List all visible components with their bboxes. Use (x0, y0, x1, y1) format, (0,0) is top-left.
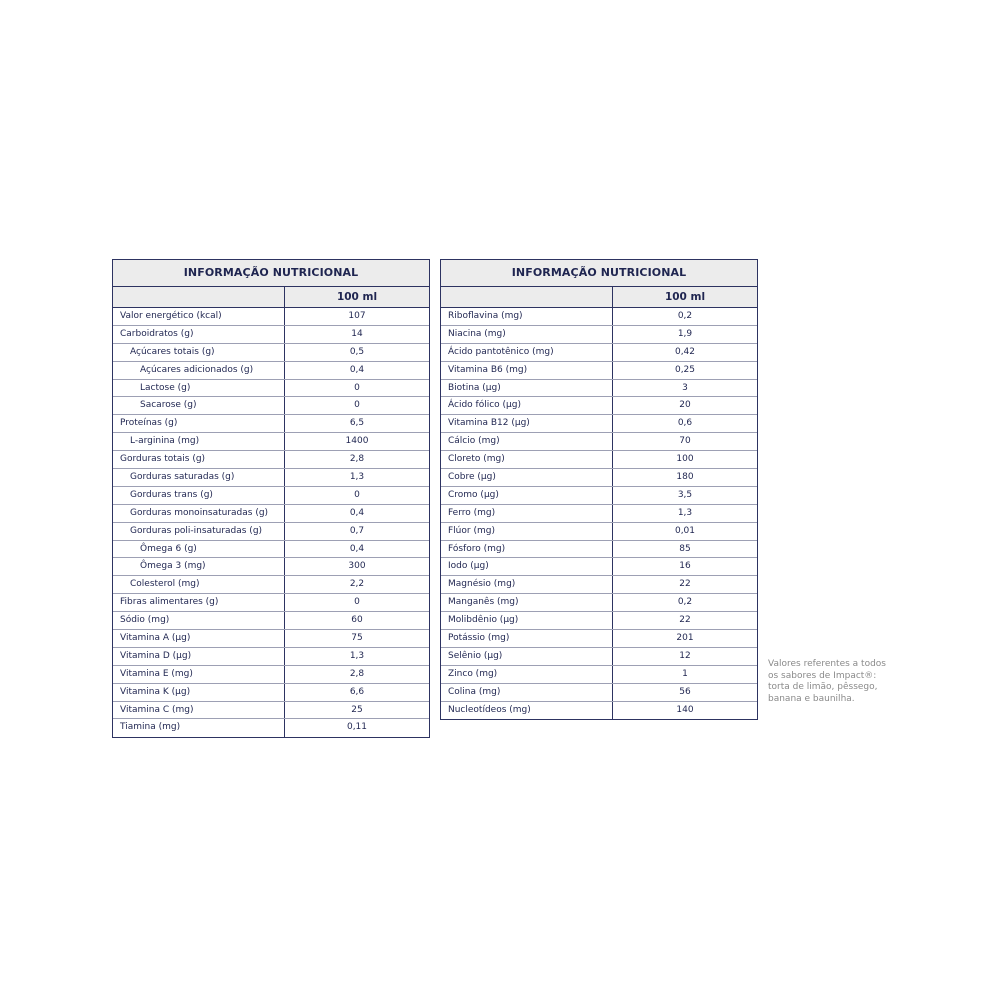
nutrient-value: 0,11 (346, 722, 368, 733)
nutrient-name: Cromo (µg) (441, 487, 613, 504)
table-row (113, 362, 429, 380)
table-row (113, 505, 429, 523)
nutrient-name: Nucleotídeos (mg) (441, 702, 613, 720)
table-row (441, 594, 757, 612)
nutrient-name: Gorduras poli-insaturadas (g) (113, 523, 285, 540)
nutrient-name: Gorduras trans (g) (113, 487, 285, 504)
nutrient-column-header (113, 287, 285, 307)
nutrient-value: 0,01 (674, 525, 696, 536)
nutrient-name: Ferro (mg) (441, 505, 613, 522)
nutrient-value: 60 (351, 615, 363, 626)
table-row (441, 469, 757, 487)
table-row (113, 558, 429, 576)
nutrient-name: Potássio (mg) (441, 630, 613, 647)
table-row (441, 612, 757, 630)
nutrient-name: Riboflavina (mg) (441, 308, 613, 325)
nutrient-value: 3 (682, 382, 688, 393)
nutrient-name: Manganês (mg) (441, 594, 613, 611)
nutrient-value: 1,3 (677, 507, 693, 518)
table-row (113, 380, 429, 398)
nutrient-name: Selênio (µg) (441, 648, 613, 665)
nutrient-value: 1400 (345, 436, 369, 447)
table-row (113, 433, 429, 451)
table-row (441, 648, 757, 666)
nutrient-name: Vitamina E (mg) (113, 666, 285, 683)
table-row (113, 451, 429, 469)
table-title: INFORMAÇÃO NUTRICIONAL (441, 260, 757, 287)
nutrition-table-left (112, 259, 430, 738)
nutrient-name: Carboidratos (g) (113, 326, 285, 343)
nutrient-name: Lactose (g) (113, 380, 285, 397)
nutrient-name: Cloreto (mg) (441, 451, 613, 468)
nutrient-name: Sacarose (g) (113, 397, 285, 414)
table-row (441, 666, 757, 684)
nutrition-table-right (440, 259, 758, 720)
nutrient-value: 2,8 (349, 668, 365, 679)
nutrient-name: Biotina (µg) (441, 380, 613, 397)
nutrient-name: L-arginina (mg) (113, 433, 285, 450)
nutrient-value: 16 (679, 561, 691, 572)
table-row (113, 612, 429, 630)
nutrient-name: Iodo (µg) (441, 558, 613, 575)
table-row (113, 630, 429, 648)
table-row (113, 702, 429, 720)
nutrient-value: 107 (348, 311, 366, 321)
nutrient-value: 0,4 (349, 543, 365, 554)
table-row (113, 541, 429, 559)
table-column-header-row (113, 287, 429, 308)
nutrient-value: 0,2 (677, 597, 693, 608)
nutrient-name: Vitamina C (mg) (113, 702, 285, 719)
nutrient-value: 25 (351, 704, 363, 715)
nutrient-name: Açúcares adicionados (g) (113, 362, 285, 379)
nutrient-value: 2,2 (349, 579, 365, 590)
nutrient-value: 0,4 (349, 507, 365, 518)
nutrient-value: 6,5 (349, 418, 365, 429)
nutrient-value: 2,8 (349, 454, 365, 465)
nutrient-name: Niacina (mg) (441, 326, 613, 343)
nutrient-name: Valor energético (kcal) (113, 308, 285, 325)
nutrient-name: Vitamina K (µg) (113, 684, 285, 701)
nutrient-name: Ácido pantotênico (mg) (441, 344, 613, 361)
nutrient-name: Vitamina B6 (mg) (441, 362, 613, 379)
nutrient-value: 0,4 (349, 364, 365, 375)
nutrient-name: Ácido fólico (µg) (441, 397, 613, 414)
table-row (113, 344, 429, 362)
nutrient-value: 0,7 (349, 525, 365, 536)
table-body (441, 308, 757, 719)
nutrient-value: 0,5 (349, 346, 365, 357)
nutrient-value: 0 (354, 400, 360, 411)
nutrient-name: Proteínas (g) (113, 415, 285, 432)
nutrient-value: 0 (354, 597, 360, 608)
table-row (113, 308, 429, 326)
table-row (113, 469, 429, 487)
table-row (441, 415, 757, 433)
nutrient-name: Vitamina D (µg) (113, 648, 285, 665)
nutrient-value: 1,3 (349, 650, 365, 661)
nutrient-value: 1,9 (677, 328, 693, 339)
nutrient-value: 0,42 (674, 346, 696, 357)
table-row (113, 719, 429, 737)
nutrient-name: Vitamina A (µg) (113, 630, 285, 647)
nutrient-value: 3,5 (677, 489, 693, 500)
table-row (113, 326, 429, 344)
nutrient-name: Ômega 3 (mg) (113, 558, 285, 575)
nutrient-name: Tiamina (mg) (113, 719, 285, 737)
nutrient-name: Fibras alimentares (g) (113, 594, 285, 611)
nutrient-name: Gorduras monoinsaturadas (g) (113, 505, 285, 522)
table-row (441, 433, 757, 451)
nutrient-value: 0,25 (674, 364, 696, 375)
table-row (441, 487, 757, 505)
nutrient-value: 70 (679, 436, 691, 447)
nutrient-name: Açúcares totais (g) (113, 344, 285, 361)
table-row (441, 630, 757, 648)
table-row (441, 308, 757, 326)
table-row (113, 666, 429, 684)
nutrient-value: 180 (676, 472, 694, 483)
nutrient-name: Fósforo (mg) (441, 541, 613, 558)
table-row (441, 380, 757, 398)
table-row (441, 702, 757, 720)
table-row (441, 397, 757, 415)
table-title: INFORMAÇÃO NUTRICIONAL (113, 260, 429, 287)
nutrient-name: Cobre (µg) (441, 469, 613, 486)
table-row (441, 362, 757, 380)
table-row (441, 451, 757, 469)
table-body (113, 308, 429, 737)
nutrient-value: 1 (682, 668, 688, 679)
table-row (441, 558, 757, 576)
nutrient-name: Colina (mg) (441, 684, 613, 701)
table-row (113, 523, 429, 541)
table-row (441, 344, 757, 362)
nutrient-value: 300 (348, 561, 366, 572)
nutrient-name: Gorduras saturadas (g) (113, 469, 285, 486)
nutrient-value: 0,2 (677, 311, 693, 321)
nutrient-value: 85 (679, 543, 691, 554)
table-row (441, 505, 757, 523)
nutrient-value: 75 (351, 633, 363, 644)
table-row (113, 397, 429, 415)
footnote: Valores referentes a todos os sabores de Impact®: torta de limão, pêssego, banana e baunilha. (768, 659, 886, 704)
nutrient-name: Gorduras totais (g) (113, 451, 285, 468)
nutrient-value: 20 (679, 400, 691, 411)
nutrient-value: 0 (354, 489, 360, 500)
nutrient-value: 56 (679, 686, 691, 697)
table-row (441, 576, 757, 594)
nutrient-value: 201 (676, 633, 694, 644)
nutrient-name: Zinco (mg) (441, 666, 613, 683)
nutrient-name: Sódio (mg) (113, 612, 285, 629)
nutrient-value: 14 (351, 328, 363, 339)
table-row (441, 684, 757, 702)
nutrient-value: 6,6 (349, 686, 365, 697)
table-row (441, 326, 757, 344)
table-row (113, 684, 429, 702)
nutrient-name: Molibdênio (µg) (441, 612, 613, 629)
table-column-header-row (441, 287, 757, 308)
table-row (113, 648, 429, 666)
nutrient-name: Vitamina B12 (µg) (441, 415, 613, 432)
nutrient-value: 12 (679, 650, 691, 661)
serving-column-header: 100 ml (664, 291, 706, 303)
nutrient-name: Colesterol (mg) (113, 576, 285, 593)
nutrient-value: 140 (676, 704, 694, 715)
nutrient-value: 1,3 (349, 472, 365, 483)
table-row (113, 487, 429, 505)
nutrient-value: 100 (676, 454, 694, 465)
table-row (113, 594, 429, 612)
table-row (441, 541, 757, 559)
table-row (441, 523, 757, 541)
nutrient-value: 22 (679, 579, 691, 590)
table-row (113, 415, 429, 433)
nutrient-name: Magnésio (mg) (441, 576, 613, 593)
nutrient-name: Flúor (mg) (441, 523, 613, 540)
nutrient-name: Ômega 6 (g) (113, 541, 285, 558)
serving-column-header: 100 ml (336, 291, 378, 303)
nutrient-column-header (441, 287, 613, 307)
nutrient-value: 0 (354, 382, 360, 393)
table-row (113, 576, 429, 594)
nutrient-value: 22 (679, 615, 691, 626)
nutrient-name: Cálcio (mg) (441, 433, 613, 450)
nutrient-value: 0,6 (677, 418, 693, 429)
